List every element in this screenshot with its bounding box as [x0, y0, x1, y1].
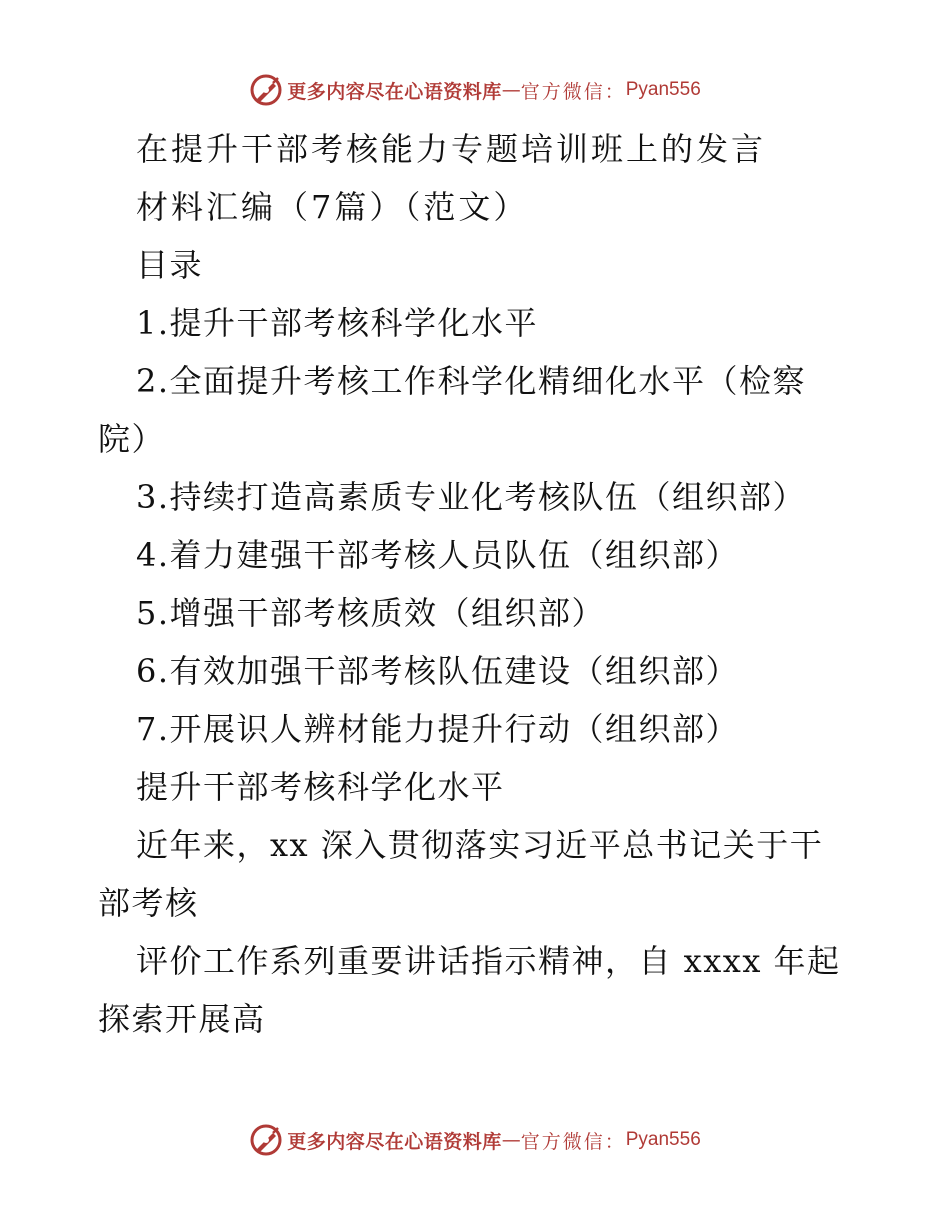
wechat-id: Pyan556 [625, 79, 701, 100]
promo-text: 更多内容尽在心语资料库 [287, 80, 502, 103]
document-title-line-2: 材料汇编（7篇）（范文） [136, 188, 529, 226]
toc-heading: 目录 [136, 246, 204, 284]
toc-item: 3.持续打造高素质专业化考核队伍（组织部） [136, 478, 807, 516]
header-banner [0, 68, 950, 112]
footer-banner [0, 1118, 950, 1162]
toc-item: 2.全面提升考核工作科学化精细化水平（检察 [136, 362, 807, 400]
body-paragraph-line: 评价工作系列重要讲话指示精神，自 xxxx 年起 [136, 942, 841, 980]
wechat-label: 官方微信： [520, 1130, 626, 1153]
toc-item: 5.增强干部考核质效（组织部） [136, 594, 606, 632]
body-paragraph-line: 近年来，xx 深入贯彻落实习近平总书记关于干 [136, 826, 824, 864]
toc-item-continuation: 院） [98, 420, 166, 458]
toc-item: 6.有效加强干部考核队伍建设（组织部） [136, 652, 740, 690]
section-heading: 提升干部考核科学化水平 [136, 768, 505, 806]
document-body [98, 120, 858, 1048]
promo-text: 更多内容尽在心语资料库 [287, 1130, 502, 1153]
body-paragraph-line: 部考核 [98, 884, 199, 922]
toc-item: 1.提升干部考核科学化水平 [136, 304, 539, 342]
toc-item: 4.着力建强干部考核人员队伍（组织部） [136, 536, 740, 574]
body-paragraph-line: 探索开展高 [98, 1000, 266, 1038]
wechat-label: 官方微信： [520, 80, 626, 103]
document-title-line-1: 在提升干部考核能力专题培训班上的发言 [136, 130, 767, 168]
dash-separator: — [501, 79, 521, 101]
pen-logo-icon [249, 1123, 283, 1157]
wechat-id: Pyan556 [625, 1129, 701, 1150]
pen-logo-icon [249, 73, 283, 107]
dash-separator: — [501, 1129, 521, 1151]
toc-item: 7.开展识人辨材能力提升行动（组织部） [136, 710, 740, 748]
